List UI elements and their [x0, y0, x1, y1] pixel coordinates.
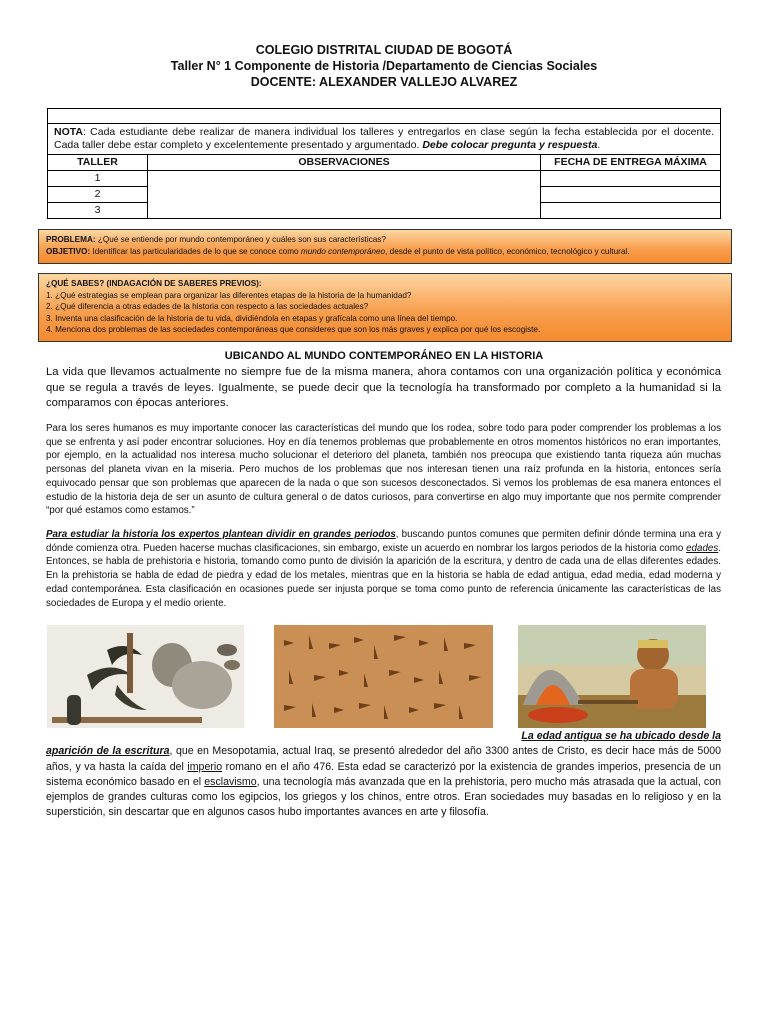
edad-antigua-lead-line: [46, 729, 721, 744]
saberes-question: 3. Inventa una clasificación de la historia de tu vida, dividiéndola en etapas y grafícala como una línea del tiempo.: [46, 313, 458, 323]
taller-number: 2: [48, 187, 148, 203]
col-observaciones: OBSERVACIONES: [148, 155, 541, 171]
paragraph-periods: [46, 528, 721, 610]
periods-lead: Para estudiar la historia los expertos plantean dividir en grandes periodos: [46, 529, 396, 540]
imperio-link[interactable]: imperio: [187, 760, 223, 773]
nota-emphasis: Debe colocar pregunta y respuesta: [422, 139, 598, 151]
fecha-cell[interactable]: [541, 203, 721, 219]
paragraph-importance: Para los seres humanos es muy importante conocer las características del mundo que los rodea, sobre todo para poder comprender los problemas a los que se enfrenta y así poder encontrar soluciones. Hoy en día tenemos problemas que probablemente en otros momentos históricos no eran importantes, por ejemplo, en la actualidad nos interesa mucho solucionar el deterioro del planeta, también nos preocupa que existiendo tanta riqueza aún muchas personas del planeta vivan en la miseria. Pero muchos de los problemas que nos interesan tienen una raíz profunda en la historia, entonces sería equivocado pensar que son problemas que aparecen de la nada o que son sucesos desconectados. Si vemos los problemas de esa manera entonces el estudio de la historia deja de ser un asunto de cultura general o de datos curiosos, para convertirse en algo muy importante que nos permite comprender “por qué estamos como estamos.”: [46, 423, 721, 517]
saberes-question: 1. ¿Qué estrategias se emplean para organizar las diferentes etapas de la historia de la humanidad?: [46, 290, 412, 300]
stone-tools-image: [47, 625, 244, 728]
paragraph-edad-antigua: [46, 729, 721, 821]
observaciones-cell[interactable]: [148, 171, 541, 219]
metalworker-illustration: [518, 625, 706, 728]
objetivo-text: Identificar las particularidades de lo que se conoce como: [90, 246, 301, 256]
workshop-title: Taller N° 1 Componente de Historia /Departamento de Ciencias Sociales: [170, 59, 598, 73]
table-blank-row: [48, 109, 721, 124]
objetivo-emphasis: mundo contemporáneo: [300, 246, 386, 256]
fecha-cell[interactable]: [541, 171, 721, 187]
nota-end: .: [597, 139, 601, 151]
taller-number: 1: [48, 171, 148, 187]
objetivo-text-end: , desde el punto de vista político, económico, tecnológico y cultural.: [385, 246, 630, 256]
problema-text: ¿Qué se entiende por mundo contemporáneo y cuáles son sus características?: [95, 235, 386, 244]
saberes-question: 2. ¿Qué diferencia a otras edades de la historia con respecto a las sociedades actuales?: [46, 302, 369, 312]
col-fecha: FECHA DE ENTREGA MÁXIMA: [541, 155, 721, 171]
section-title: UBICANDO AL MUNDO CONTEMPORÁNEO EN LA HISTORIA: [224, 350, 544, 362]
problema-box: [38, 229, 732, 264]
edad-antigua-lead: La edad antigua se ha ubicado desde la: [521, 730, 721, 742]
nota-text: : Cada estudiante debe realizar de manera individual los talleres y entregarlos en clase según la fecha establecida por el docente. Cada taller debe estar completo y excelentemente presentado y argumentado.: [54, 126, 714, 151]
objetivo-label: OBJETIVO:: [46, 246, 91, 256]
fecha-cell[interactable]: [541, 187, 721, 203]
periods-text-end: . Entonces, se habla de prehistoria e historia, tomando como punto de división la aparición de la escritura, y dentro de cada una de ellas diferentes edades. En la prehistoria se habla de edad de piedra y edad de los metales, mientras que en la historia se habla de edad antigua, edad media, edad moderna y edad contemporánea. Esta clasificación en ocasiones puede ser injusta porque se toma como punto de referencia únicamente las características de las sociedades de Europa y el medio oriente.: [46, 542, 721, 609]
workshop-table: [47, 108, 721, 219]
saberes-title: ¿QUÉ SABES? (INDAGACIÓN DE SABERES PREVIOS):: [46, 279, 262, 288]
nota-cell: [48, 124, 721, 155]
document-header: [0, 42, 768, 90]
problema-label: PROBLEMA:: [46, 235, 96, 244]
teacher-name: DOCENTE: ALEXANDER VALLEJO ALVAREZ: [250, 75, 518, 89]
esclavismo-link[interactable]: esclavismo: [204, 775, 257, 788]
cuneiform-tablet-image: [274, 625, 493, 728]
taller-number: 3: [48, 203, 148, 219]
saberes-question: 4. Menciona dos problemas de las sociedades contemporáneas que consideres que son los más graves y explica por qué los escogiste.: [46, 325, 541, 335]
saberes-box: [38, 273, 732, 342]
edad-antigua-text: romano en el año 476. Esta edad se caracterizó por la existencia de grandes imperios, presencia de un sistema económico basado en el: [46, 760, 721, 788]
school-name: COLEGIO DISTRITAL CIUDAD DE BOGOTÁ: [255, 43, 513, 57]
edad-antigua-text: , que en Mesopotamia, actual Iraq, se presentó alrededor del año 3300 antes de Cristo, es decir hace más de 5000 años, y va hasta la caída del: [46, 745, 721, 773]
edades-term: edades: [686, 542, 719, 554]
col-taller: TALLER: [48, 155, 148, 171]
edad-antigua-text-end: , una tecnología más avanzada que en la prehistoria, pero mucho más atrasada que la actual, con ejemplos de grandes culturas como los egipcios, los griegos y los chinos, entre otros. Eran sociedades muy basadas en lo religioso y en la superstición, sin descartar que en algunos casos hubo importantes avances en arte y filosofía.: [46, 775, 722, 819]
nota-label: NOTA: [54, 126, 83, 138]
paragraph-intro: La vida que llevamos actualmente no siempre fue de la misma manera, ahora contamos con una organización política y económica que se regula a través de leyes. Igualmente, se puede decir que la tecnología ha transformado por completo a la humanidad si la comparamos con épocas anteriores.: [46, 366, 721, 409]
escritura-lead: aparición de la escritura: [46, 745, 170, 758]
periods-text: , buscando puntos comunes que permiten definir dónde termina una era y dónde comienza otra. Pueden hacerse muchas clasificaciones, sin embargo, existe un acuerdo en nombrar los largos periodos de la historia como: [46, 529, 721, 554]
